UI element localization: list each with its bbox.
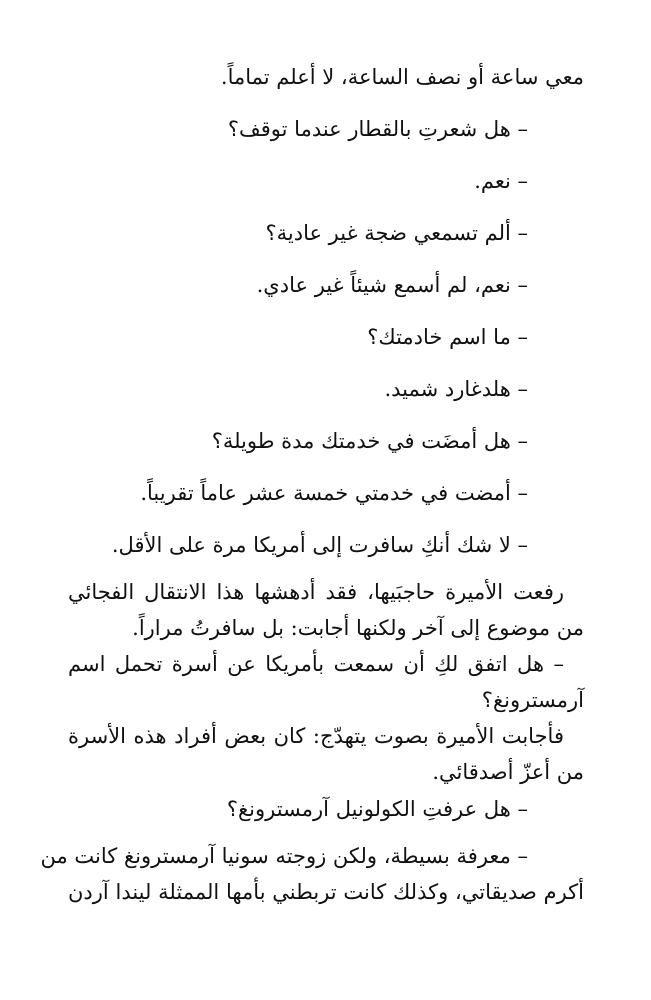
paragraph-line: من أعزّ أصدقائي. [432, 760, 584, 784]
paragraph-line: – هل اتفق لكِ أن سمعت بأمريكا عن أسرة تحمل اسم [68, 652, 564, 676]
dialogue-line: – هل شعرتِ بالقطار عندما توقف؟ [227, 117, 528, 141]
dialogue-line: – نعم، لم أسمع شيئاً غير عادي. [256, 273, 528, 297]
dialogue-line: – هل أمضَت في خدمتك مدة طويلة؟ [211, 429, 528, 453]
narrative-paragraph [68, 574, 584, 646]
paragraph-line: فأجابت الأميرة بصوت يتهدّج: كان بعض أفراد هذه الأسرة [68, 724, 564, 748]
paragraph-line: – معرفة بسيطة، ولكن زوجته سونيا آرمسترونغ كانت من [40, 844, 528, 868]
dialogue-line: – لا شك أنكِ سافرت إلى أمريكا مرة على الأقل. [111, 533, 528, 557]
paragraph-line: رفعت الأميرة حاجبَيها، فقد أدهشها هذا الانتقال الفجائي [68, 580, 564, 604]
paragraph-line: أكرم صديقاتي، وكذلك كانت تربطني بأمها الممثلة ليندا آردن [68, 880, 584, 904]
dialogue-paragraph [40, 838, 584, 910]
dialogue-line: – نعم. [474, 169, 528, 193]
dialogue-line: – هلدغارد شميد. [384, 377, 528, 401]
dialogue-line: – أمضت في خدمتي خمسة عشر عاماً تقريباً. [140, 481, 528, 505]
dialogue-line: – هل عرفتِ الكولونيل آرمسترونغ؟ [226, 797, 528, 821]
paragraph-line: من موضوع إلى آخر ولكنها أجابت: بل سافرتُ مراراً. [132, 616, 584, 640]
dialogue-line: – ألم تسمعي ضجة غير عادية؟ [265, 221, 528, 245]
text-line: معي ساعة أو نصف الساعة، لا أعلم تماماً. [220, 65, 584, 89]
book-page [40, 58, 584, 910]
dialogue-paragraph [68, 646, 584, 718]
paragraph-line: آرمسترونغ؟ [481, 688, 584, 712]
narrative-paragraph [68, 718, 584, 790]
dialogue-line: – ما اسم خادمتك؟ [367, 325, 528, 349]
